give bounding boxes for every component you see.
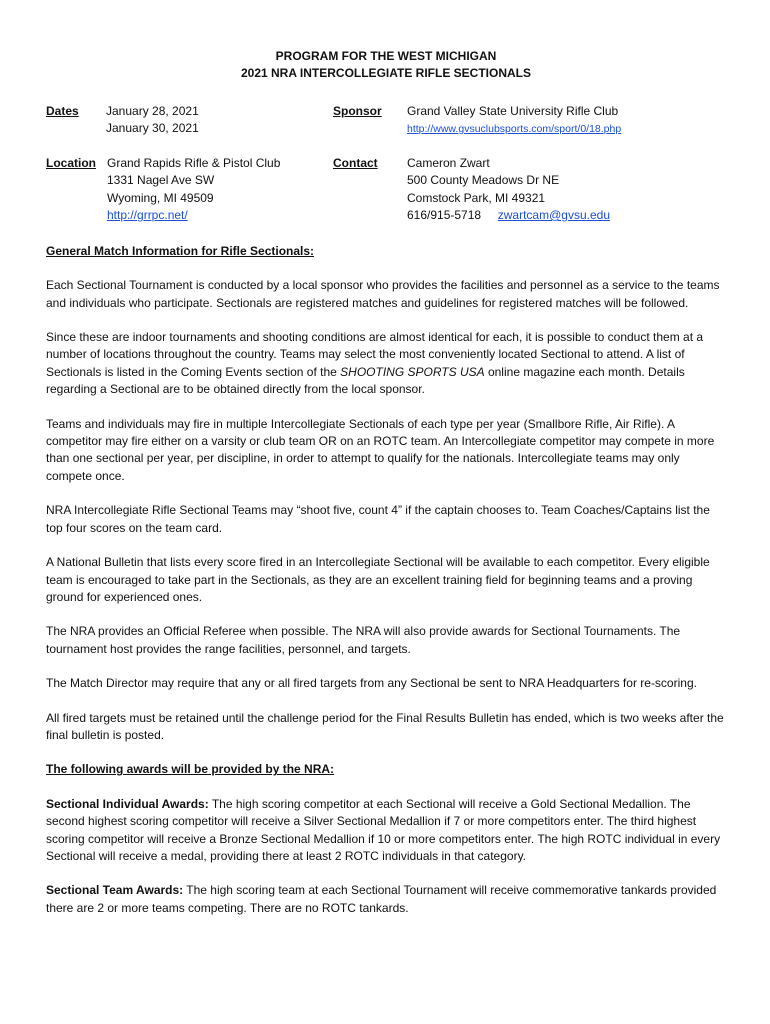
location-label: Location: [46, 155, 96, 170]
contact-city: Comstock Park, MI 49321: [407, 190, 546, 205]
document-page: [46, 48, 726, 934]
contact-phone-email-row: [407, 207, 610, 224]
contact-label: Contact: [333, 155, 378, 170]
paragraph-team-awards: Sectional Team Awards: The high scoring team at each Sectional Tournament will receive commemorative tankards provided there are 2 or more teams competing. There are no ROTC tankards.: [46, 883, 717, 915]
location-name: Grand Rapids Rifle & Pistol Club: [107, 155, 281, 170]
contact-street: 500 County Meadows Dr NE: [407, 173, 560, 188]
contact-name: Cameron Zwart: [407, 155, 490, 170]
paragraph-sponsor: Each Sectional Tournament is conducted by a local sponsor who provides the facilities and personnel as a service to the teams and individuals who participate. Sectionals are registered matches and guidelines for registered matches will be followed.: [46, 278, 720, 310]
sponsor-link[interactable]: http://www.gvsuclubsports.com/sport/0/18.php: [407, 123, 622, 136]
location-values: [107, 155, 280, 225]
date-2: January 30, 2021: [106, 121, 199, 136]
team-awards-label: Sectional Team Awards:: [46, 883, 184, 898]
dates-label: Dates: [46, 103, 79, 118]
paragraph-retain-targets: All fired targets must be retained until the challenge period for the Final Results Bulletin has ended, which is two weeks after the final bulletin is posted.: [46, 710, 724, 742]
event-info-block: [46, 103, 726, 243]
contact-values: [407, 155, 610, 225]
contact-email-link[interactable]: zwartcam@gvsu.edu: [497, 208, 610, 223]
awards-heading: The following awards will be provided by the NRA:: [46, 762, 335, 777]
title-line-1: PROGRAM FOR THE WEST MICHIGAN: [275, 49, 497, 63]
paragraph-referee: The NRA provides an Official Referee when possible. The NRA will also provide awards for Sectional Tournaments. The tournament host provides the range facilities, personnel, and targets.: [46, 624, 681, 656]
date-1: January 28, 2021: [106, 103, 199, 118]
paragraph-rescoring: The Match Director may require that any or all fired targets from any Sectional be sent to NRA Headquarters for re-scoring.: [46, 676, 697, 691]
document-title: [46, 48, 726, 83]
general-info-heading: General Match Information for Rifle Sectionals:: [46, 243, 315, 258]
sponsor-values: [407, 103, 621, 139]
sponsor-label: Sponsor: [333, 103, 382, 118]
location-link[interactable]: http://grrpc.net/: [107, 208, 188, 223]
location-city: Wyoming, MI 49509: [107, 190, 214, 205]
title-line-2: 2021 NRA INTERCOLLEGIATE RIFLE SECTIONALS: [240, 66, 532, 81]
contact-phone: 616/915-5718: [407, 208, 482, 223]
paragraph-multiple-sectionals: Teams and individuals may fire in multiple Intercollegiate Sectionals of each type per year (Smallbore Rifle, Air Rifle). A competitor may fire either on a varsity or club team OR on an ROTC team. An Intercollegiate competitor may compete in more than one sectional per year, per discipline, in order to attempt to qualify for the nationals. Intercollegiate teams may only compete once.: [46, 416, 715, 483]
magazine-title: SHOOTING SPORTS USA: [340, 364, 485, 379]
paragraph-national-bulletin: A National Bulletin that lists every score fired in an Intercollegiate Sectional will be available to each competitor. Every eligible team is encouraged to take part in the Sectionals, as they are an excellent training field for beginning teams and a proving ground for experienced ones.: [46, 555, 710, 604]
sponsor-name: Grand Valley State University Rifle Club: [407, 103, 619, 118]
dates-values: [106, 103, 199, 138]
paragraph-locations: Since these are indoor tournaments and shooting conditions are almost identical for each, it is possible to conduct them at a number of locations throughout the country. Teams may select the most conveniently located Sectional to attend. A list of Sectionals is listed in the Coming Events section of the SHOOTING SPORTS USA online magazine each month. Details regarding a Sectional are to be obtained directly from the local sponsor.: [46, 330, 704, 397]
individual-awards-label: Sectional Individual Awards:: [46, 796, 209, 811]
location-street: 1331 Nagel Ave SW: [107, 173, 215, 188]
paragraph-shoot-five: NRA Intercollegiate Rifle Sectional Teams may “shoot five, count 4” if the captain chooses to. Team Coaches/Captains list the top four scores on the team card.: [46, 503, 710, 535]
paragraph-individual-awards: Sectional Individual Awards: The high scoring competitor at each Sectional will receive a Gold Sectional Medallion. The second highest scoring competitor will receive a Silver Sectional Medallion if 7 or more competitors enter. The third highest scoring competitor will receive a Bronze Sectional Medallion if 10 or more competitors enter. The high ROTC individual in every Sectional will receive a medal, providing there at least 2 ROTC individuals in that category.: [46, 796, 721, 863]
